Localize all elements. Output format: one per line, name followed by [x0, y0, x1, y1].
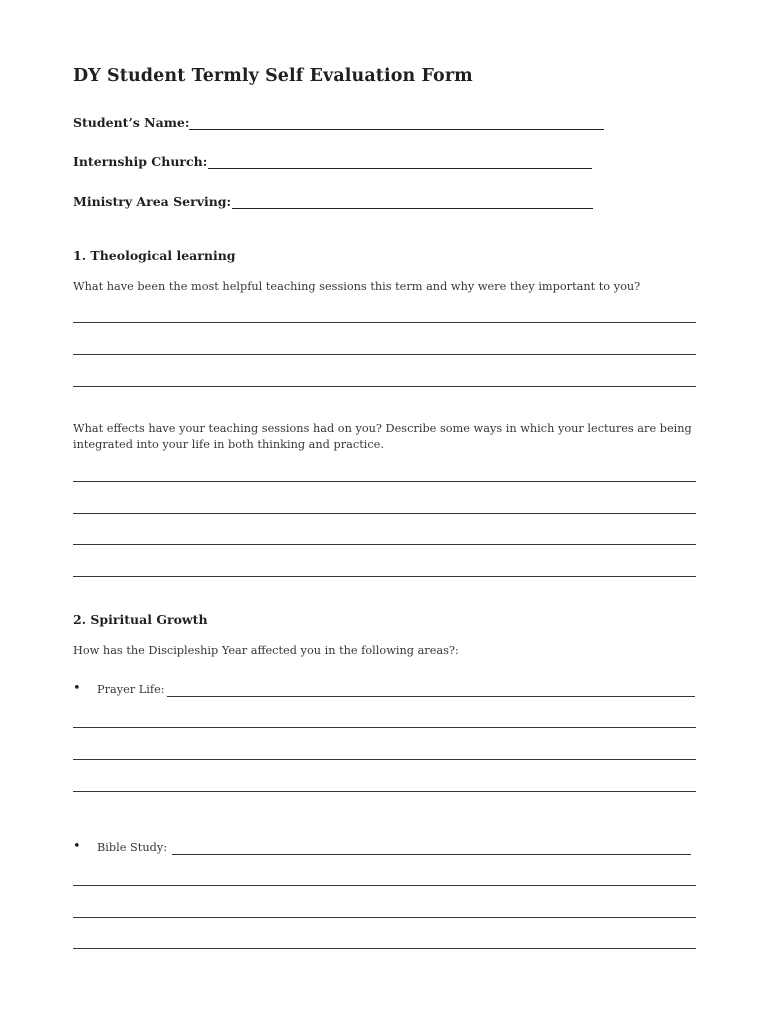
prayer-life-item[interactable]: [73, 683, 698, 703]
bible-study-label: Bible Study:: [97, 841, 168, 854]
spiritual-intro: How has the Discipleship Year affected you in the following areas?:: [73, 644, 459, 657]
answer-line[interactable]: [73, 948, 696, 949]
ministry-area-line[interactable]: [232, 208, 593, 209]
answer-line[interactable]: [73, 917, 696, 918]
section-theological-heading: 1. Theological learning: [73, 248, 236, 263]
answer-line[interactable]: [73, 481, 696, 482]
ministry-area-label: Ministry Area Serving:: [73, 194, 232, 209]
answer-line[interactable]: [73, 322, 696, 323]
theological-question-1: What have been the most helpful teaching sessions this term and why were they important to you?: [73, 280, 641, 293]
internship-church-field[interactable]: [73, 154, 613, 174]
bible-study-line[interactable]: [172, 854, 691, 855]
answer-line[interactable]: [73, 885, 696, 886]
prayer-life-label: Prayer Life:: [97, 683, 165, 696]
answer-line[interactable]: [73, 544, 696, 545]
theological-question-2: What effects have your teaching sessions had on you? Describe some ways in which your lectures are being integrated into your life in both thinking and practice.: [73, 422, 692, 451]
internship-church-line[interactable]: [208, 168, 592, 169]
answer-line[interactable]: [73, 727, 696, 728]
answer-line[interactable]: [73, 386, 696, 387]
answer-line[interactable]: [73, 354, 696, 355]
bible-study-item[interactable]: [73, 841, 698, 861]
student-name-line[interactable]: [189, 129, 604, 130]
section-spiritual-heading: 2. Spiritual Growth: [73, 612, 208, 627]
answer-line[interactable]: [73, 791, 696, 792]
prayer-life-line[interactable]: [167, 696, 695, 697]
student-name-field[interactable]: [73, 115, 613, 135]
bullet-icon: •: [73, 839, 81, 854]
internship-church-label: Internship Church:: [73, 154, 208, 169]
ministry-area-field[interactable]: [73, 194, 613, 214]
form-title: DY Student Termly Self Evaluation Form: [73, 66, 473, 86]
bullet-icon: •: [73, 681, 81, 696]
answer-line[interactable]: [73, 576, 696, 577]
answer-line[interactable]: [73, 513, 696, 514]
answer-line[interactable]: [73, 759, 696, 760]
student-name-label: Student’s Name:: [73, 115, 190, 130]
